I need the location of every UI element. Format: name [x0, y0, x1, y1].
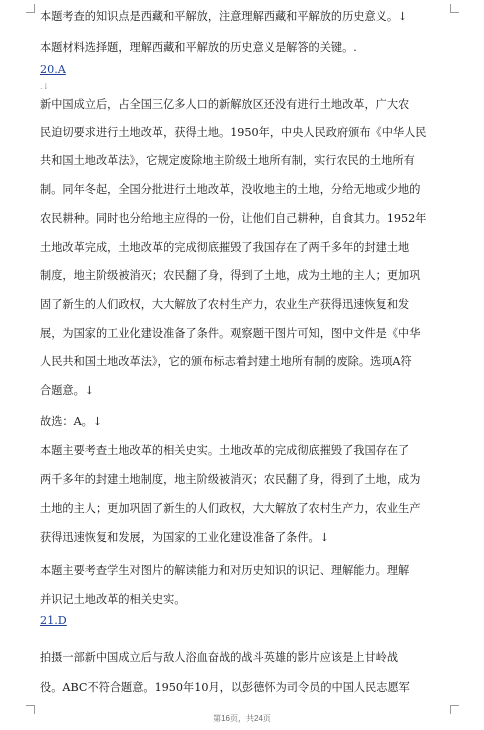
text-line: 新中国成立后，占全国三亿多人口的新解放区还没有进行土地改革，广大农: [40, 98, 410, 111]
answer-number: 20.A: [40, 63, 66, 76]
text-line: 制度，地主阶级被消灭；农民翻了身，得到了土地，成为土地的主人；更加巩: [40, 269, 421, 282]
text-line: 拍摄一部新中国成立后与敌人浴血奋战的战斗英雄的影片应该是上甘岭战: [40, 651, 399, 664]
text-line: 民迫切要求进行土地改革，获得土地。1950年，中央人民政府颁布《中华人民: [40, 126, 427, 139]
page-footer: 第16页，共24页: [213, 714, 271, 723]
text-line: 获得迅速恢复和发展，为国家的工业化建设准备了条件。↓: [40, 531, 330, 544]
text-line: 役。ABC不符合题意。1950年10月，以彭德怀为司令员的中国人民志愿军: [40, 681, 410, 694]
paragraph-mark: .↓: [40, 82, 50, 91]
text-line: 本题主要考查土地改革的相关史实。土地改革的完成彻底摧毁了我国存在了: [40, 444, 410, 457]
text-line: 两千多年的封建土地制度，地主阶级被消灭；农民翻了身，得到了土地，成为: [40, 473, 421, 486]
text-line: 固了新生的人们政权，大大解放了农村生产力，农业生产获得迅速恢复和发: [40, 298, 410, 311]
text-line: 合题意。↓: [40, 384, 95, 397]
text-line: 本题材料选择题，理解西藏和平解放的历史意义是解答的关键。.: [40, 41, 357, 54]
text-line: 故选：A。↓: [40, 415, 103, 428]
text-line: 土地的主人；更加巩固了新生的人们政权，大大解放了农村生产力，农业生产: [40, 502, 421, 515]
text-line: 展，为国家的工业化建设准备了条件。观察题干图片可知，图中文件是《中华: [40, 327, 421, 340]
text-line: 农民耕种。同时也分给地主应得的一份，让他们自己耕种，自食其力。1952年: [40, 212, 427, 225]
text-line: 本题考查的知识点是西藏和平解放，注意理解西藏和平解放的历史意义。↓: [40, 10, 408, 23]
text-line: 制。同年冬起，全国分批进行土地改革，没收地主的土地，分给无地或少地的: [40, 183, 421, 196]
text-line: 本题主要考查学生对图片的解读能力和对历史知识的识记、理解能力。理解: [40, 564, 410, 577]
text-line: 人民共和国土地改革法》，它的颁布标志着封建土地所有制的废除。选项A符: [40, 355, 412, 368]
crop-mark-top-right: [450, 4, 459, 13]
answer-number: 21.D: [40, 614, 67, 627]
crop-mark-top-left: [26, 4, 35, 13]
text-line: 土地改革完成，土地改革的完成彻底摧毁了我国存在了两千多年的封建土地: [40, 241, 410, 254]
text-line: 共和国土地改革法》，它规定废除地主阶级土地所有制，实行农民的土地所有: [40, 154, 415, 167]
text-line: 并识记土地改革的相关史实。: [40, 593, 186, 606]
